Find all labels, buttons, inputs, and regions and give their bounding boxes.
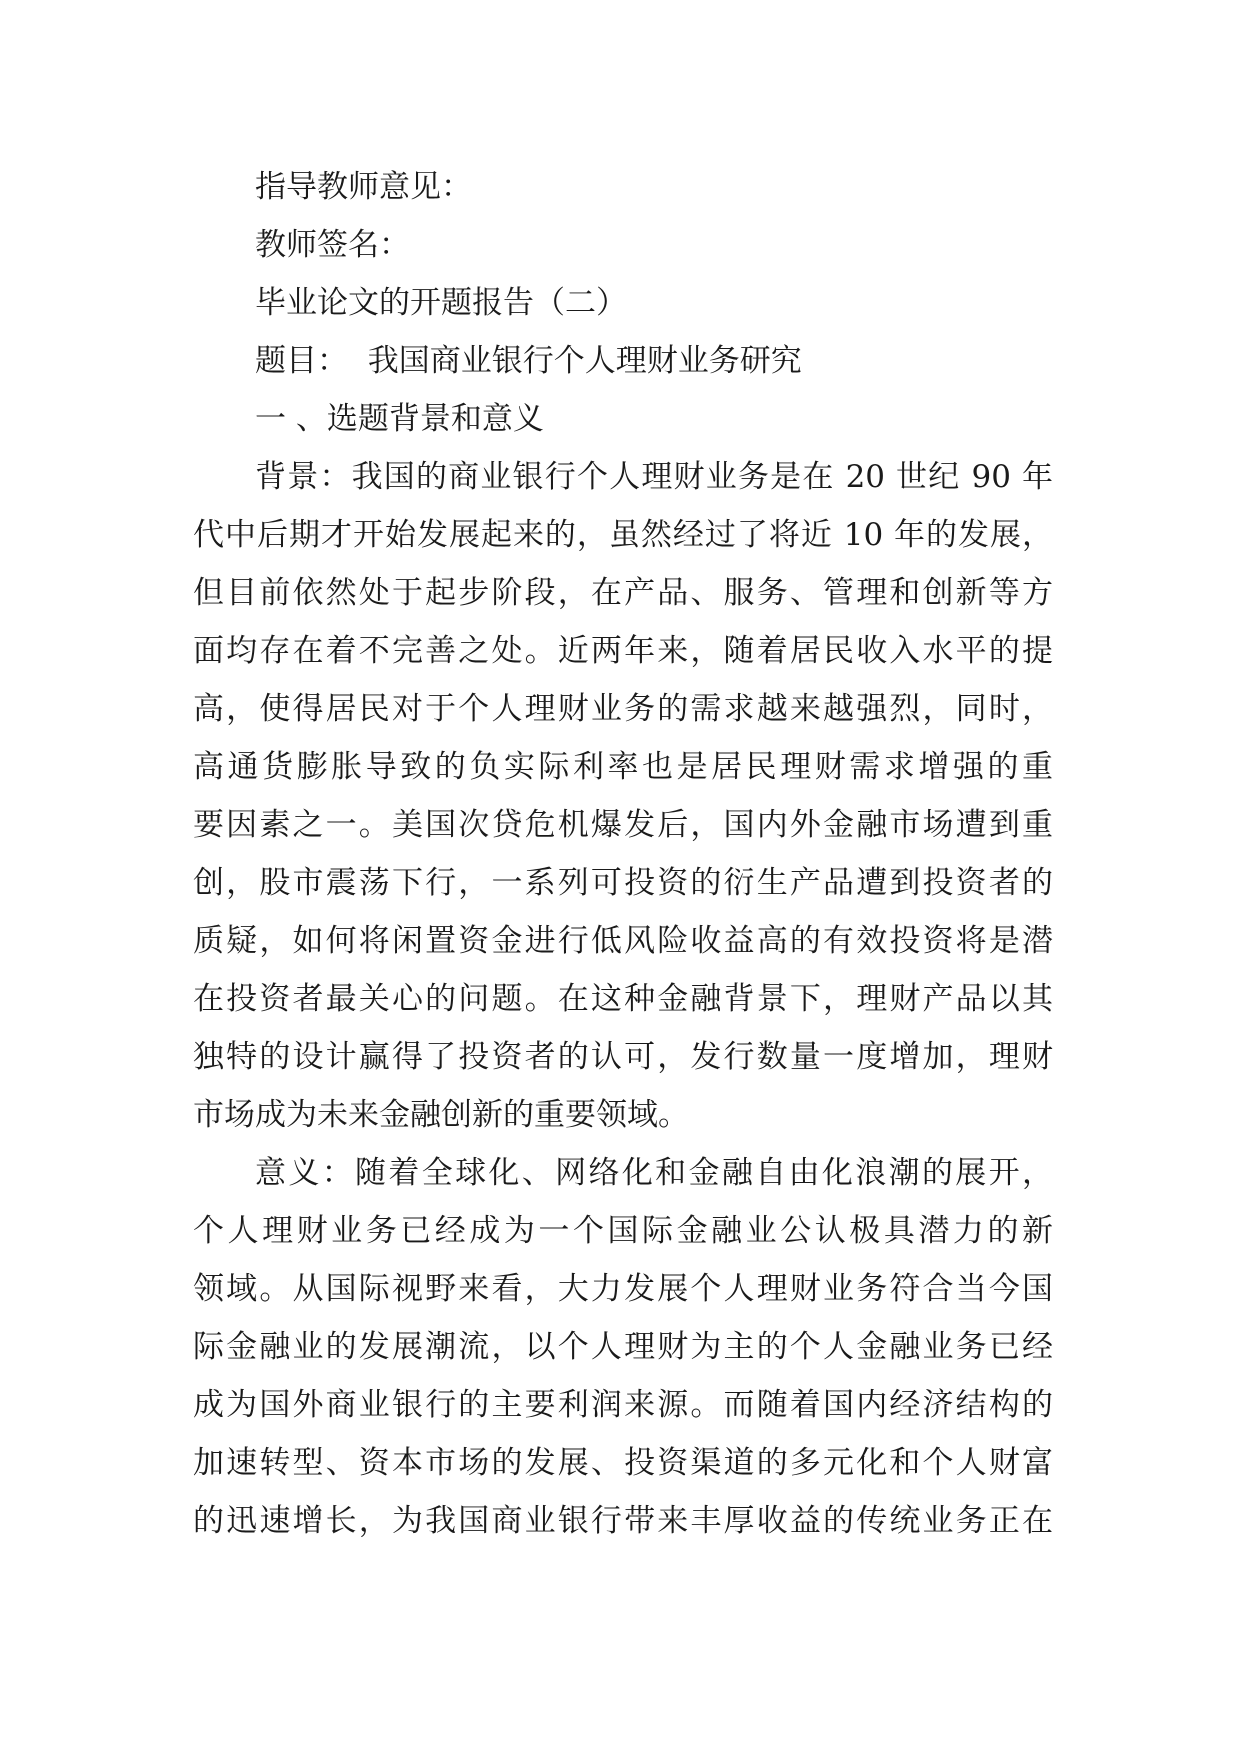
- teacher-signature-label: 教师签名：: [255, 227, 410, 263]
- paragraph-line: 但目前依然处于起步阶段，在产品、服务、管理和创新等方: [193, 575, 1053, 611]
- background-paragraph: [193, 448, 1053, 1144]
- paragraph-line: 意义：随着全球化、网络化和金融自由化浪潮的展开，: [255, 1155, 1053, 1191]
- report-title: 毕业论文的开题报告（二）: [255, 285, 627, 321]
- paragraph-line: 个人理财业务已经成为一个国际金融业公认极具潜力的新: [193, 1213, 1053, 1249]
- paragraph-line: 代中后期才开始发展起来的，虽然经过了将近 10 年的发展，: [193, 517, 1053, 553]
- paragraph-line: 加速转型、资本市场的发展、投资渠道的多元化和个人财富: [193, 1445, 1053, 1481]
- paragraph-line: 面均存在着不完善之处。近两年来，随着居民收入水平的提: [193, 633, 1053, 669]
- paragraph-line: 的迅速增长，为我国商业银行带来丰厚收益的传统业务正在: [193, 1503, 1053, 1539]
- section-heading: 一 、选题背景和意义: [255, 401, 544, 437]
- paragraph-line: 在投资者最关心的问题。在这种金融背景下，理财产品以其: [193, 981, 1053, 1017]
- paragraph-line: 高，使得居民对于个人理财业务的需求越来越强烈，同时，: [193, 691, 1053, 727]
- paragraph-line: 背景：我国的商业银行个人理财业务是在 20 世纪 90 年: [255, 459, 1053, 495]
- paragraph-line: 质疑，如何将闲置资金进行低风险收益高的有效投资将是潜: [193, 923, 1053, 959]
- paragraph-line: 要因素之一。美国次贷危机爆发后，国内外金融市场遭到重: [193, 807, 1053, 843]
- paragraph-line: 创，股市震荡下行，一系列可投资的衍生产品遭到投资者的: [193, 865, 1053, 901]
- paragraph-line: 独特的设计赢得了投资者的认可，发行数量一度增加，理财: [193, 1039, 1053, 1075]
- topic-line: 题目： 我国商业银行个人理财业务研究: [255, 343, 802, 379]
- paragraph-line: 际金融业的发展潮流，以个人理财为主的个人金融业务已经: [193, 1329, 1053, 1365]
- document-body: [193, 158, 1053, 1550]
- significance-paragraph: [193, 1144, 1053, 1550]
- advisor-opinion-label: 指导教师意见：: [255, 169, 472, 205]
- paragraph-line: 成为国外商业银行的主要利润来源。而随着国内经济结构的: [193, 1387, 1053, 1423]
- paragraph-line: 高通货膨胀导致的负实际利率也是居民理财需求增强的重: [193, 749, 1053, 785]
- paragraph-line: 市场成为未来金融创新的重要领域。: [193, 1097, 689, 1133]
- paragraph-line: 领域。从国际视野来看，大力发展个人理财业务符合当今国: [193, 1271, 1053, 1307]
